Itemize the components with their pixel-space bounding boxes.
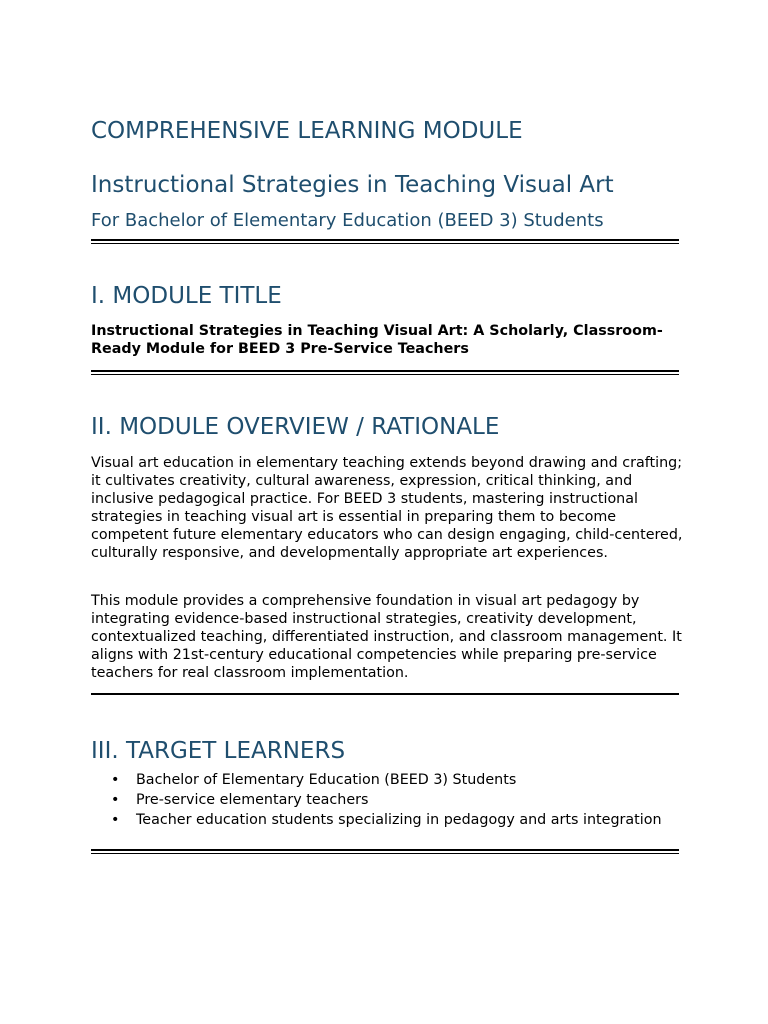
list-item-text: Bachelor of Elementary Education (BEED 3) Students xyxy=(136,772,517,788)
list-item xyxy=(91,771,679,790)
section-heading-module-title: I. MODULE TITLE xyxy=(91,283,282,309)
module-title-text: Instructional Strategies in Teaching Visual Art: A Scholarly, Classroom-Ready Module for BEED 3 Pre-Service Teachers xyxy=(91,323,663,357)
target-learners-list xyxy=(91,771,679,831)
list-item xyxy=(91,811,679,830)
overview-paragraph: Visual art education in elementary teaching extends beyond drawing and crafting; it cultivates creativity, cultural awareness, expression, critical thinking, and inclusive pedagogical practice. For BEED 3 students, mastering instructional strategies in teaching visual art is essential in preparing them to become competent future elementary educators who can design engaging, child-centered, culturally responsive, and developmentally appropriate art experiences. xyxy=(91,455,683,562)
document-audience: For Bachelor of Elementary Education (BEED 3) Students xyxy=(91,210,604,231)
section-heading-target-learners: III. TARGET LEARNERS xyxy=(91,738,346,764)
bullet-icon: • xyxy=(111,812,120,828)
header-divider xyxy=(91,239,679,244)
section-heading-overview: II. MODULE OVERVIEW / RATIONALE xyxy=(91,414,500,440)
module-title-divider xyxy=(91,370,679,375)
target-learners-divider xyxy=(91,849,679,854)
list-item-text: Teacher education students specializing in pedagogy and arts integration xyxy=(136,812,662,828)
list-item xyxy=(91,791,679,810)
bullet-icon: • xyxy=(111,772,120,788)
bullet-icon: • xyxy=(111,792,120,808)
list-item-text: Pre-service elementary teachers xyxy=(136,792,369,808)
overview-divider xyxy=(91,693,679,695)
document-subtitle: Instructional Strategies in Teaching Visual Art xyxy=(91,172,614,198)
overview-paragraph: This module provides a comprehensive foundation in visual art pedagogy by integrating evidence-based instructional strategies, creativity development, contextualized teaching, differentiated instruction, and classroom management. It aligns with 21st-century educational competencies while preparing pre-service teachers for real classroom implementation. xyxy=(91,593,682,682)
document-title: COMPREHENSIVE LEARNING MODULE xyxy=(91,118,523,144)
